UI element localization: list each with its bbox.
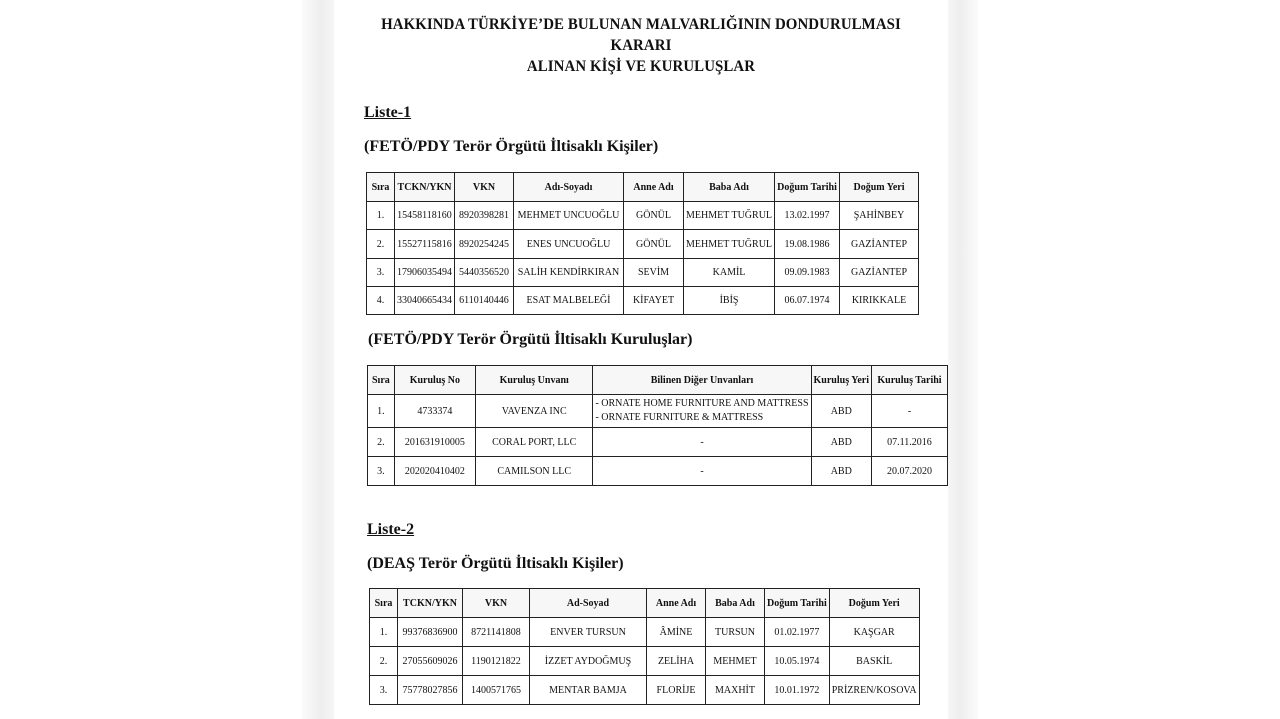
table-cell: 27055609026 — [398, 647, 463, 676]
column-header: Sıra — [367, 173, 395, 202]
table-cell-other-titles — [593, 395, 811, 428]
table-cell: 15458118160 — [395, 202, 455, 230]
liste1-label: Liste-1 — [364, 104, 412, 121]
table-cell: 06.07.1974 — [775, 287, 840, 315]
column-header: TCKN/YKN — [395, 173, 455, 202]
page-shadow-left — [302, 0, 334, 719]
column-header: Sıra — [370, 589, 398, 618]
table-cell: MEHMET TUĞRUL — [684, 202, 775, 230]
column-header: Doğum Yeri — [840, 173, 919, 202]
table-header-row — [368, 366, 948, 395]
table-cell: 33040665434 — [395, 287, 455, 315]
table-cell: ENVER TURSUN — [530, 618, 647, 647]
table-cell: 09.09.1983 — [775, 259, 840, 287]
table-cell: ÂMİNE — [647, 618, 706, 647]
table-cell: 6110140446 — [455, 287, 514, 315]
liste1-orgs-heading: (FETÖ/PDY Terör Örgütü İltisaklı Kuruluşlar) — [368, 331, 693, 348]
column-header: Anne Adı — [647, 589, 706, 618]
table-cell: 1400571765 — [463, 676, 530, 705]
other-title-line: - ORNATE HOME FURNITURE AND MATTRESS — [595, 398, 809, 409]
table-cell: ENES UNCUOĞLU — [514, 230, 624, 259]
column-header: Anne Adı — [624, 173, 684, 202]
table-cell: SEVİM — [624, 259, 684, 287]
table-cell: - — [593, 428, 811, 457]
table-cell: GAZİANTEP — [840, 259, 919, 287]
table-cell: KİFAYET — [624, 287, 684, 315]
table-cell: 2. — [367, 230, 395, 259]
column-header: Sıra — [368, 366, 395, 395]
column-header: Doğum Yeri — [829, 589, 919, 618]
table-row — [367, 287, 919, 315]
column-header: TCKN/YKN — [398, 589, 463, 618]
table-cell: BASKİL — [829, 647, 919, 676]
table-cell: ABD — [811, 457, 871, 486]
column-header: Kuruluş Yeri — [811, 366, 871, 395]
column-header: Kuruluş Unvanı — [475, 366, 593, 395]
table-row — [368, 428, 948, 457]
table-cell: 3. — [368, 457, 395, 486]
table-cell: KIRIKKALE — [840, 287, 919, 315]
table-cell: MAXHİT — [706, 676, 765, 705]
table-cell: MEHMET TUĞRUL — [684, 230, 775, 259]
other-title-line: - ORNATE FURNITURE & MATTRESS — [595, 412, 764, 423]
table-cell: 20.07.2020 — [872, 457, 948, 486]
table-row — [368, 395, 948, 428]
table-cell: İZZET AYDOĞMUŞ — [530, 647, 647, 676]
table-row — [368, 457, 948, 486]
table-header-row — [370, 589, 920, 618]
table-cell: 17906035494 — [395, 259, 455, 287]
table-cell: ZELİHA — [647, 647, 706, 676]
table-cell: 07.11.2016 — [872, 428, 948, 457]
table-cell: 201631910005 — [394, 428, 475, 457]
title-line-2: ALINAN KİŞİ VE KURULUŞLAR — [526, 58, 756, 75]
table-cell: 01.02.1977 — [765, 618, 830, 647]
liste1-persons-table — [366, 172, 919, 315]
table-cell: ŞAHİNBEY — [840, 202, 919, 230]
table-cell: GÖNÜL — [624, 230, 684, 259]
table-cell: 15527115816 — [395, 230, 455, 259]
table-cell: 4733374 — [394, 395, 475, 428]
table-cell: CORAL PORT, LLC — [475, 428, 593, 457]
table-cell: - — [593, 457, 811, 486]
column-header: Doğum Tarihi — [775, 173, 840, 202]
table-cell: ESAT MALBELEĞİ — [514, 287, 624, 315]
column-header: Kuruluş Tarihi — [872, 366, 948, 395]
table-cell: ABD — [811, 428, 871, 457]
table-cell: TURSUN — [706, 618, 765, 647]
table-cell: SALİH KENDİRKIRAN — [514, 259, 624, 287]
table-cell: 13.02.1997 — [775, 202, 840, 230]
table-cell: 75778027856 — [398, 676, 463, 705]
table-cell: PRİZREN/KOSOVA — [829, 676, 919, 705]
table-cell: 5440356520 — [455, 259, 514, 287]
liste2-persons-table — [369, 588, 920, 705]
table-cell: 19.08.1986 — [775, 230, 840, 259]
column-header: Kuruluş No — [394, 366, 475, 395]
table-cell: ABD — [811, 395, 871, 428]
table-cell: 8721141808 — [463, 618, 530, 647]
column-header: Ad-Soyad — [530, 589, 647, 618]
table-cell: 10.01.1972 — [765, 676, 830, 705]
liste2-label: Liste-2 — [367, 521, 415, 538]
column-header: Bilinen Diğer Unvanları — [593, 366, 811, 395]
table-cell: 2. — [368, 428, 395, 457]
table-cell: MENTAR BAMJA — [530, 676, 647, 705]
table-cell: 1190121822 — [463, 647, 530, 676]
table-row — [370, 618, 920, 647]
table-cell: CAMILSON LLC — [475, 457, 593, 486]
document-title — [334, 14, 948, 77]
table-cell: 1. — [368, 395, 395, 428]
page-shadow-right — [948, 0, 978, 719]
column-header: Baba Adı — [684, 173, 775, 202]
table-cell: 3. — [370, 676, 398, 705]
column-header: Doğum Tarihi — [765, 589, 830, 618]
table-cell: GÖNÜL — [624, 202, 684, 230]
table-cell: - — [872, 395, 948, 428]
column-header: Adı-Soyadı — [514, 173, 624, 202]
table-cell: 2. — [370, 647, 398, 676]
table-row — [367, 259, 919, 287]
table-cell: MEHMET — [706, 647, 765, 676]
table-cell: GAZİANTEP — [840, 230, 919, 259]
table-header-row — [367, 173, 919, 202]
table-cell: 4. — [367, 287, 395, 315]
table-cell: FLORİJE — [647, 676, 706, 705]
liste2-persons-heading: (DEAŞ Terör Örgütü İltisaklı Kişiler) — [367, 555, 624, 572]
table-row — [367, 202, 919, 230]
table-cell: 10.05.1974 — [765, 647, 830, 676]
table-cell: İBİŞ — [684, 287, 775, 315]
column-header: VKN — [455, 173, 514, 202]
liste1-persons-heading: (FETÖ/PDY Terör Örgütü İltisaklı Kişiler) — [364, 138, 659, 155]
table-row — [370, 676, 920, 705]
table-cell: 1. — [367, 202, 395, 230]
table-cell: 1. — [370, 618, 398, 647]
table-cell: KAŞGAR — [829, 618, 919, 647]
table-cell: 3. — [367, 259, 395, 287]
table-cell: 99376836900 — [398, 618, 463, 647]
column-header: Baba Adı — [706, 589, 765, 618]
table-cell: 8920398281 — [455, 202, 514, 230]
table-row — [367, 230, 919, 259]
column-header: VKN — [463, 589, 530, 618]
table-cell: 202020410402 — [394, 457, 475, 486]
table-row — [370, 647, 920, 676]
title-line-1: HAKKINDA TÜRKİYE’DE BULUNAN MALVARLIĞININ DONDURULMASI KARARI — [381, 16, 901, 54]
table-cell: 8920254245 — [455, 230, 514, 259]
table-cell: MEHMET UNCUOĞLU — [514, 202, 624, 230]
liste1-orgs-table — [367, 365, 948, 486]
table-cell: VAVENZA INC — [475, 395, 593, 428]
document-page — [334, 0, 948, 719]
table-cell: KAMİL — [684, 259, 775, 287]
